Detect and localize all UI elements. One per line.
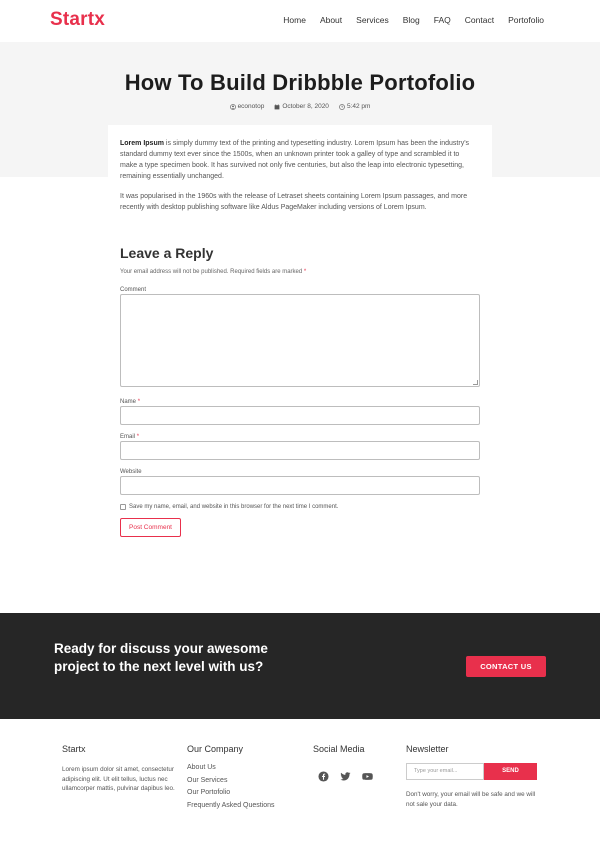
- post-paragraph-1-bold: Lorem Ipsum: [120, 140, 164, 147]
- newsletter-email-input[interactable]: Type your email...: [406, 763, 484, 780]
- required-mark: *: [303, 269, 307, 275]
- footer-social: [313, 744, 373, 782]
- user-icon: [230, 104, 236, 110]
- site-header: [0, 0, 600, 42]
- name-label: [120, 399, 140, 405]
- save-info-checkbox[interactable]: [120, 504, 126, 510]
- footer-about: [62, 744, 177, 794]
- twitter-icon[interactable]: [340, 771, 351, 782]
- nav-services[interactable]: Services: [356, 15, 389, 25]
- footer-social-title: Social Media: [313, 744, 365, 754]
- nav-faq[interactable]: FAQ: [433, 15, 451, 25]
- email-label-text: Email: [120, 434, 136, 440]
- post-title: How To Build Dribbble Portofolio: [124, 70, 476, 95]
- facebook-icon[interactable]: [318, 771, 329, 782]
- resize-handle[interactable]: [473, 380, 478, 385]
- clock-icon: [339, 104, 345, 110]
- post-time: [339, 103, 371, 110]
- footer-company-title: Our Company: [187, 744, 244, 754]
- nav-portofolio[interactable]: Portofolio: [508, 15, 544, 25]
- post-time-text: 5:42 pm: [346, 103, 371, 110]
- social-icons: [318, 771, 373, 782]
- email-required-mark: *: [136, 434, 140, 440]
- comment-notes: [120, 269, 306, 275]
- save-info-row: [120, 504, 338, 510]
- post-author-name: econotop: [237, 103, 265, 110]
- footer-newsletter-title: Newsletter: [406, 744, 449, 754]
- nav-blog[interactable]: Blog: [402, 15, 420, 25]
- newsletter-note: Don't worry, your email will be safe and we will not sale your data.: [406, 791, 536, 808]
- footer-about-text: Lorem ipsum dolor sit amet, consectetur adipiscing elit. Ut elit tellus, luctus nec ullamcorper mattis, pulvinar dapibus leo.: [62, 766, 175, 792]
- post-date-text: October 8, 2020: [282, 103, 329, 110]
- post-paragraph-2: It was popularised in the 1960s with the release of Letraset sheets containing Lorem Ipsum passages, and more recently with desktop publishing software like Aldus PageMaker including versions of Lorem Ipsum.: [120, 193, 468, 211]
- calendar-icon: [274, 104, 280, 110]
- footer-about-title: Startx: [62, 744, 86, 754]
- footer-link-about-us[interactable]: About Us: [187, 764, 216, 771]
- comment-notes-text: Your email address will not be published. Required fields are marked: [120, 269, 303, 275]
- contact-us-button[interactable]: CONTACT US: [466, 656, 546, 677]
- main-nav: [283, 15, 544, 25]
- footer-link-faq[interactable]: Frequently Asked Questions: [187, 801, 275, 809]
- nav-contact[interactable]: Contact: [464, 15, 495, 25]
- post-paragraph-1-text: is simply dummy text of the printing and typesetting industry. Lorem Ipsum has been the industry's standard dummy text ever since the 1500s, when an unknown printer took a galley of type and scrambled it to make a type specimen book. It has survived not only five centuries, but also the leap into electronic typesetting, remaining essentially unchanged.: [120, 140, 470, 180]
- name-label-text: Name: [120, 399, 137, 405]
- footer-newsletter: [406, 744, 537, 809]
- name-required-mark: *: [137, 399, 141, 405]
- comment-label: Comment: [120, 287, 147, 293]
- post-author[interactable]: [230, 103, 265, 110]
- reply-title: Leave a Reply: [120, 245, 214, 261]
- post-paragraph-1: [120, 138, 478, 182]
- newsletter-send-button[interactable]: SEND: [484, 763, 537, 780]
- comment-textarea[interactable]: [120, 294, 480, 387]
- footer-company: [187, 744, 275, 812]
- email-field[interactable]: [120, 441, 480, 460]
- site-logo[interactable]: Startx: [50, 9, 106, 30]
- website-field[interactable]: [120, 476, 480, 495]
- save-info-label[interactable]: Save my name, email, and website in this browser for the next time I comment.: [129, 504, 339, 510]
- youtube-icon[interactable]: [362, 771, 373, 782]
- footer-link-our-services[interactable]: Our Services: [187, 776, 228, 784]
- website-label: Website: [120, 469, 142, 475]
- nav-home[interactable]: Home: [283, 15, 306, 25]
- newsletter-form: [406, 763, 537, 780]
- footer-link-our-portofolio[interactable]: Our Portofolio: [187, 789, 231, 796]
- name-field[interactable]: [120, 406, 480, 425]
- email-label: [120, 434, 139, 440]
- post-meta: [0, 103, 600, 110]
- nav-about[interactable]: About: [319, 15, 343, 25]
- post-comment-button[interactable]: Post Comment: [120, 518, 181, 537]
- post-date[interactable]: [274, 103, 329, 110]
- cta-text: Ready for discuss your awesome project to the next level with us?: [54, 641, 268, 674]
